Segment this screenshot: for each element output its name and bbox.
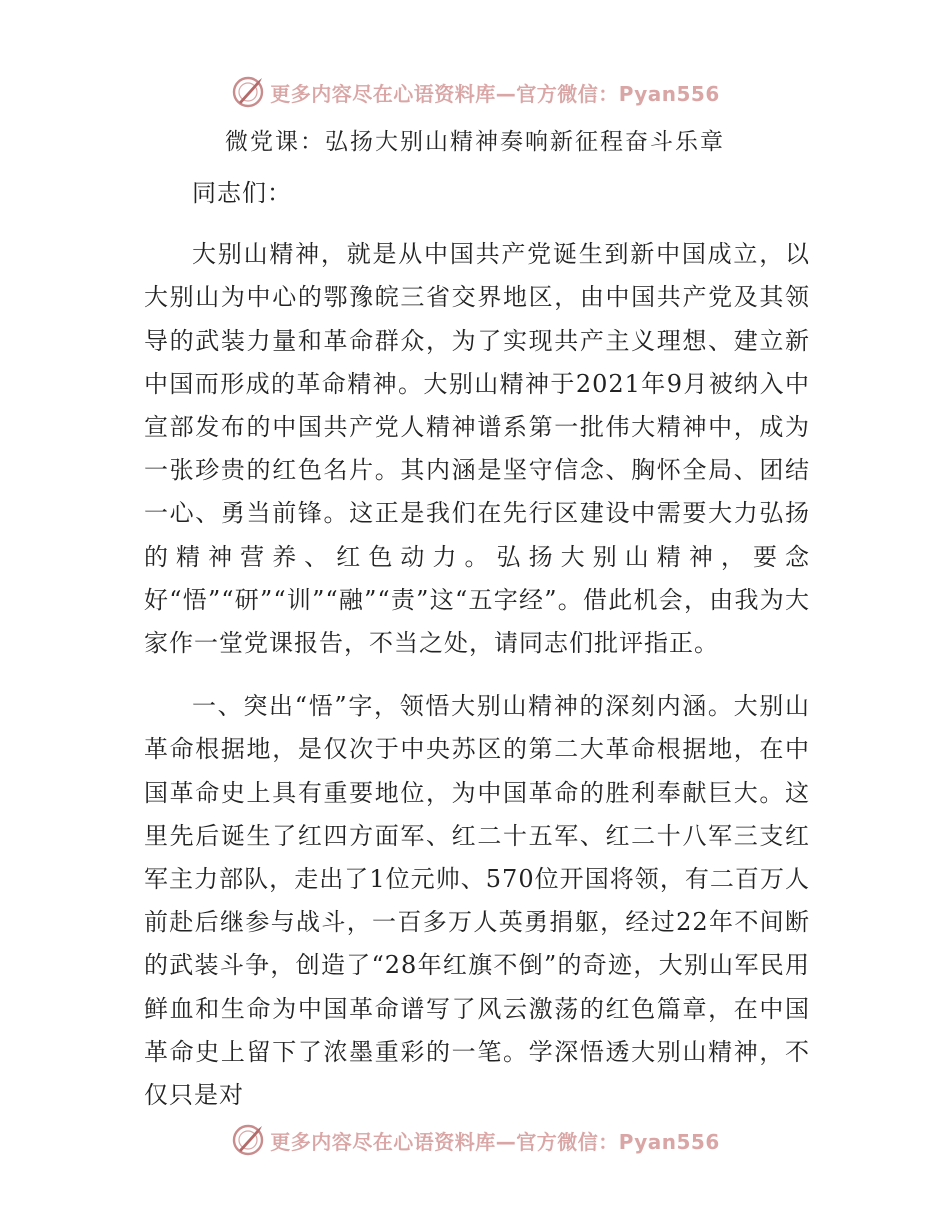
salutation: 同志们：: [192, 179, 292, 207]
header-watermark-banner: [0, 72, 950, 112]
body-paragraph: 大别山精神，就是从中国共产党诞生到新中国成立，以大别山为中心的鄂豫皖三省交界地区，由中国共产党及其领导的武装力量和革命群众，为了实现共产主义理想、建立新中国而形成的革命精神。大别山精神于2021年9月被纳入中宣部发布的中国共产党人精神谱系第一批伟大精神中，成为一张珍贵的红色名片。其内涵是坚守信念、胸怀全局、团结一心、勇当前锋。这正是我们在先行区建设中需要大力弘扬的精神营养、红色动力。弘扬大别山精神，要念好“悟”“研”“训”“融”“责”这“五字经”。借此机会，由我为大家作一堂党课报告，不当之处，请同志们批评指正。: [144, 240, 810, 658]
watermark-text: 更多内容尽在心语资料库—官方微信：Pyan556: [270, 1129, 720, 1154]
document-body: [144, 172, 810, 1117]
document-title: 微党课：弘扬大别山精神奏响新征程奋斗乐章: [225, 129, 725, 155]
footer-watermark-banner: [0, 1120, 950, 1160]
quill-stamp-logo-icon: [230, 1122, 266, 1158]
watermark-text: 更多内容尽在心语资料库—官方微信：Pyan556: [270, 81, 720, 106]
quill-stamp-logo-icon: [230, 74, 266, 110]
body-paragraph: 一、突出“悟”字，领悟大别山精神的深刻内涵。大别山革命根据地，是仅次于中央苏区的第二大革命根据地，在中国革命史上具有重要地位，为中国革命的胜利奉献巨大。这里先后诞生了红四方面军、红二十五军、红二十八军三支红军主力部队，走出了1位元帅、570位开国将领，有二百万人前赴后继参与战斗，一百多万人英勇捐躯，经过22年不间断的武装斗争，创造了“28年红旗不倒”的奇迹，大别山军民用鲜血和生命为中国革命谱写了风云激荡的红色篇章，在中国革命史上留下了浓墨重彩的一笔。学深悟透大别山精神，不仅只是对: [144, 692, 810, 1110]
